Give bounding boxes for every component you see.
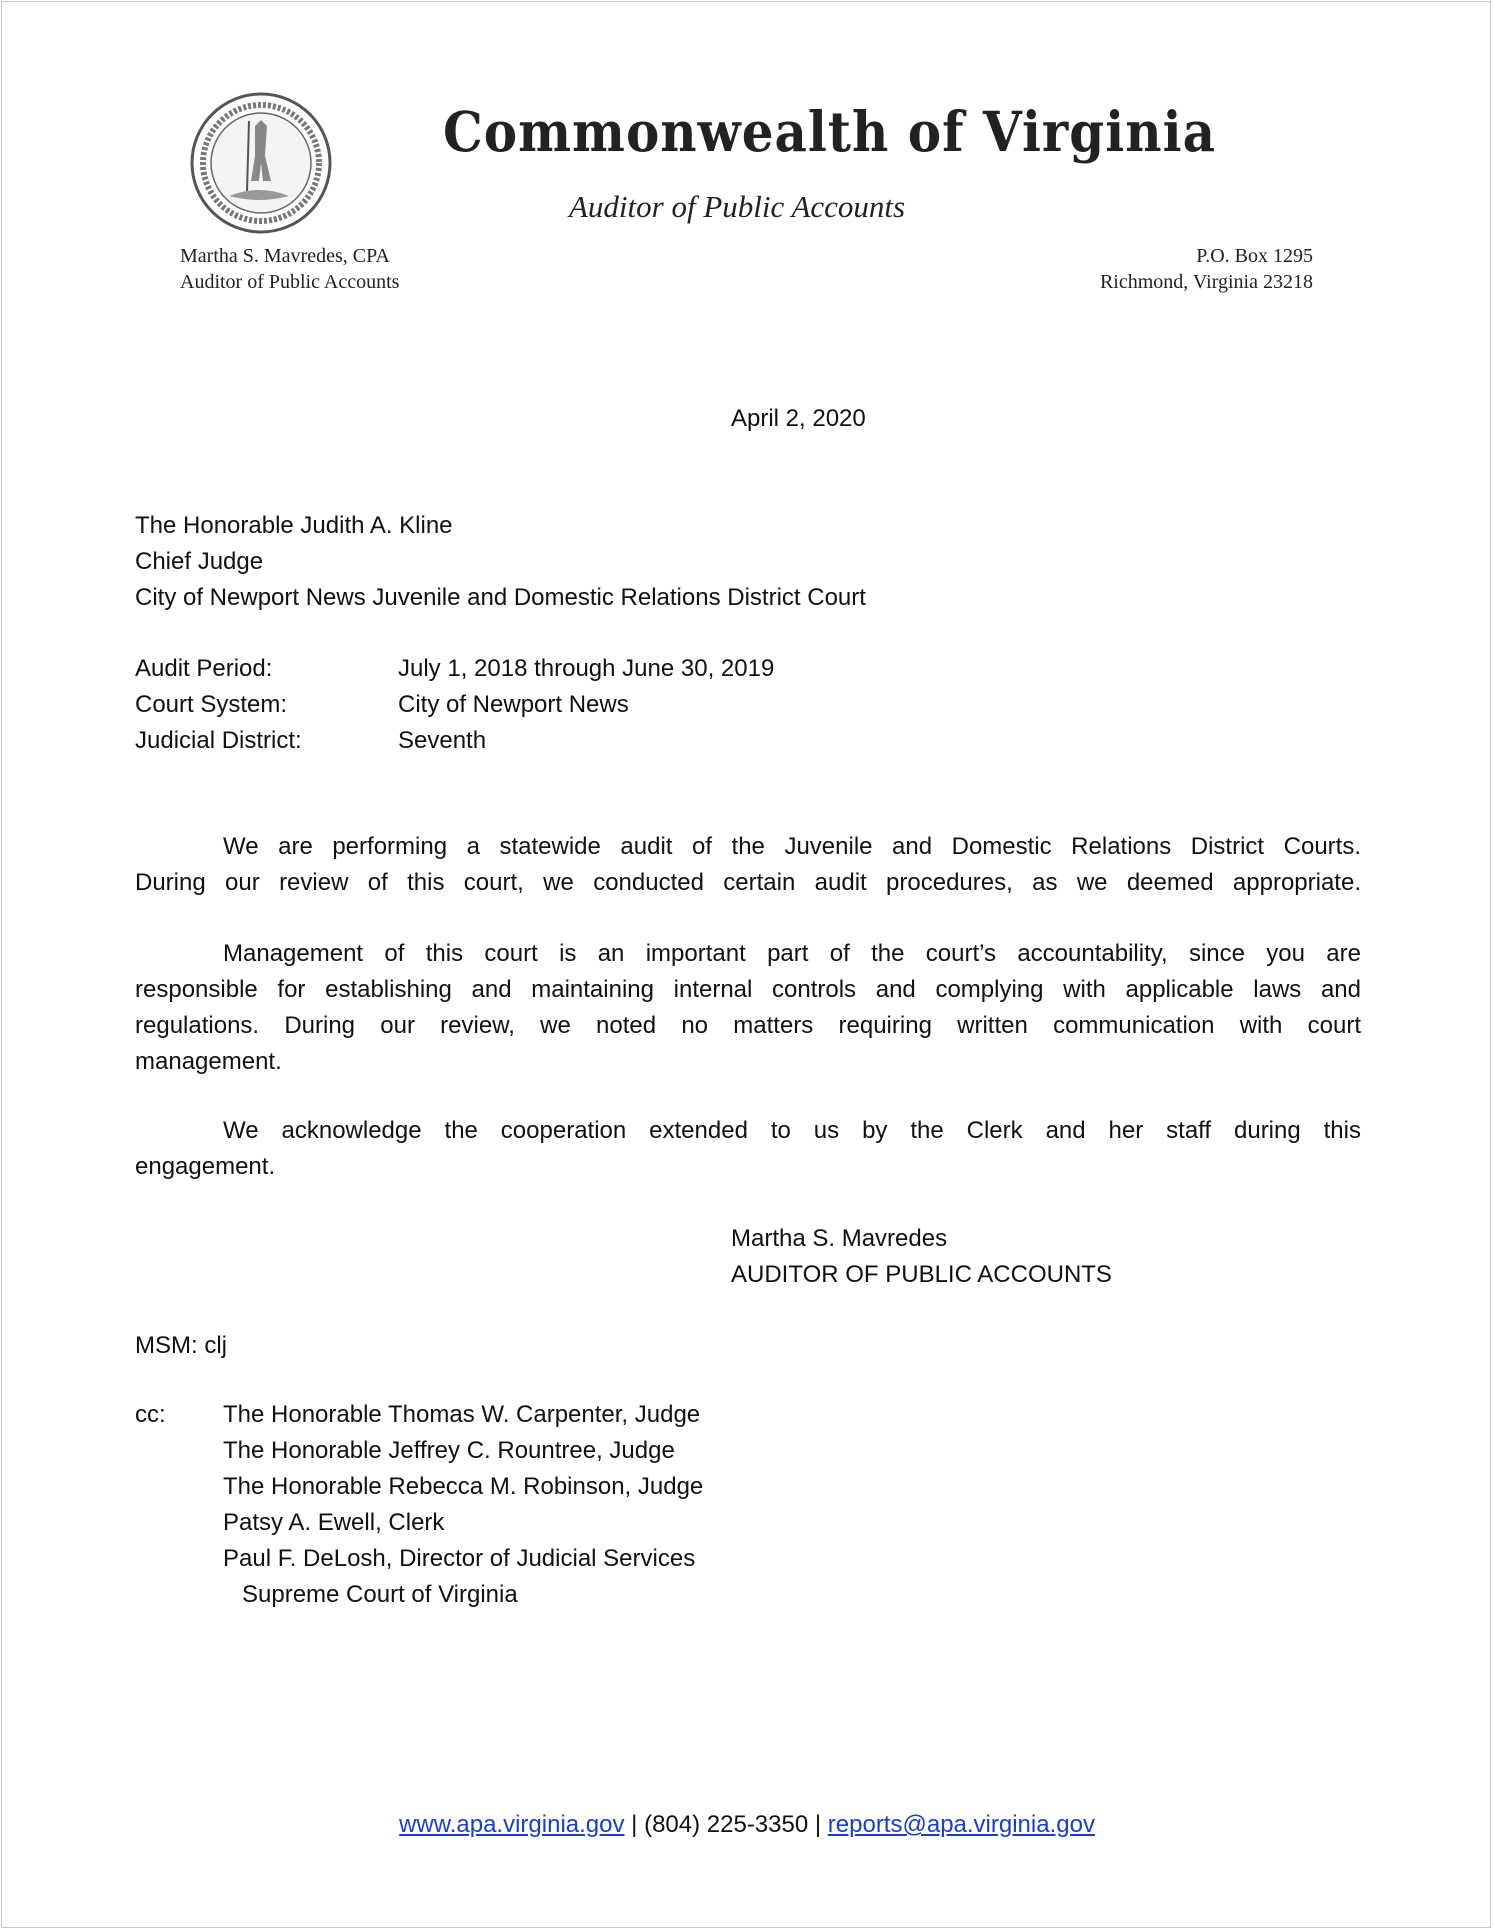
detail-audit-period: Audit Period: July 1, 2018 through June 30, 2019: [135, 655, 775, 682]
mailing-address: [1100, 243, 1313, 295]
signer-name: Martha S. Mavredes: [731, 1225, 948, 1252]
recipient-title: Chief Judge: [135, 548, 264, 575]
sender-address: [180, 243, 399, 295]
cc-item: The Honorable Jeffrey C. Rountree, Judge: [223, 1437, 675, 1464]
letterhead-title: Commonwealth of Virginia: [443, 99, 1216, 164]
virginia-seal-icon: [189, 91, 333, 235]
po-box: P.O. Box 1295: [1196, 245, 1313, 267]
letter-page: [1, 1, 1491, 1928]
recipient-court: City of Newport News Juvenile and Domestic Relations District Court: [135, 584, 866, 611]
signer-title: AUDITOR OF PUBLIC ACCOUNTS: [731, 1261, 1112, 1288]
cc-list: [223, 1397, 703, 1613]
website-link[interactable]: www.apa.virginia.gov: [399, 1811, 625, 1838]
paragraph-1: We are performing a statewide audit of the Juvenile and Domestic Relations District Courts. During our review of this court, we conducted certain audit procedures, as we deemed appropriate.: [135, 833, 1361, 896]
cc-item: The Honorable Rebecca M. Robinson, Judge: [223, 1473, 704, 1500]
detail-judicial-district: Judicial District: Seventh: [135, 727, 487, 754]
sender-name: Martha S. Mavredes, CPA: [180, 245, 390, 267]
email-link[interactable]: reports@apa.virginia.gov: [827, 1811, 1095, 1838]
letterhead-subtitle: Auditor of Public Accounts: [569, 189, 906, 224]
footer: www.apa.virginia.gov | (804) 225-3350 | reports@apa.virginia.gov: [399, 1811, 1095, 1838]
detail-court-system: Court System: City of Newport News: [135, 691, 629, 718]
cc-label: cc:: [135, 1401, 166, 1428]
recipient-block: [135, 508, 866, 616]
city-state-zip: Richmond, Virginia 23218: [1099, 271, 1313, 293]
phone-number: (804) 225-3350: [644, 1811, 809, 1838]
letter-date: April 2, 2020: [731, 405, 866, 432]
recipient-name: The Honorable Judith A. Kline: [135, 512, 453, 539]
cc-item: The Honorable Thomas W. Carpenter, Judge: [223, 1401, 701, 1428]
signature-block: [731, 1221, 1112, 1293]
cc-item: Patsy A. Ewell, Clerk: [223, 1509, 445, 1536]
paragraph-3: We acknowledge the cooperation extended to us by the Clerk and her staff during this engagement.: [135, 1117, 1361, 1180]
cc-item-sub: Supreme Court of Virginia: [242, 1581, 518, 1608]
paragraph-2: Management of this court is an important part of the court’s accountability, since you are responsible for establishing and maintaining internal controls and complying with applicable laws and regulations. During our review, we noted no matters requiring written communication with court management.: [135, 940, 1361, 1075]
initials: MSM: clj: [135, 1332, 227, 1359]
audit-details: [135, 651, 774, 759]
cc-item: Paul F. DeLosh, Director of Judicial Services: [223, 1545, 696, 1572]
sender-title: Auditor of Public Accounts: [180, 271, 400, 293]
